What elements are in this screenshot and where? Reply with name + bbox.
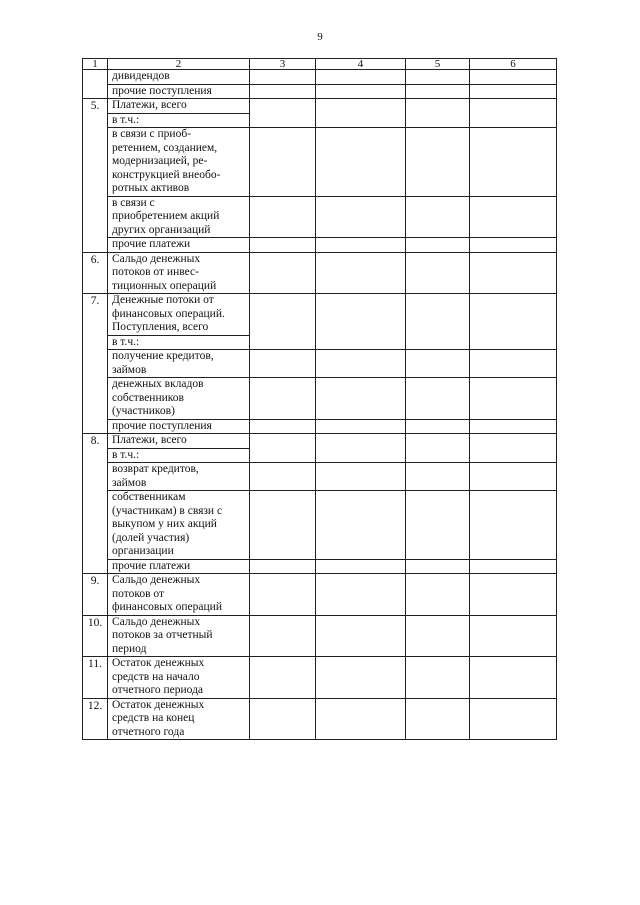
row-label: прочие платежи bbox=[108, 559, 250, 574]
value-cell[interactable] bbox=[250, 196, 316, 238]
header-cell: 2 bbox=[108, 59, 250, 70]
value-cell[interactable] bbox=[316, 698, 406, 740]
value-cell[interactable] bbox=[316, 615, 406, 657]
row-label: Денежные потоки от финансовых операций. Поступления, всего bbox=[108, 294, 250, 336]
value-cell[interactable] bbox=[316, 559, 406, 574]
table-row bbox=[83, 559, 557, 574]
table-row bbox=[83, 657, 557, 699]
value-cell[interactable] bbox=[250, 238, 316, 253]
value-cell[interactable] bbox=[470, 574, 557, 616]
value-cell[interactable] bbox=[316, 128, 406, 197]
value-cell[interactable] bbox=[316, 419, 406, 434]
value-cell[interactable] bbox=[470, 491, 557, 560]
row-number: 7. bbox=[83, 294, 108, 434]
value-cell[interactable] bbox=[250, 419, 316, 434]
value-cell[interactable] bbox=[406, 657, 470, 699]
value-cell[interactable] bbox=[406, 238, 470, 253]
value-cell[interactable] bbox=[470, 559, 557, 574]
value-cell[interactable] bbox=[406, 463, 470, 491]
value-cell[interactable] bbox=[406, 559, 470, 574]
table-row bbox=[83, 419, 557, 434]
row-label: Остаток денежных средств на конец отчетного года bbox=[108, 698, 250, 740]
value-cell[interactable] bbox=[470, 434, 557, 463]
row-number: 5. bbox=[83, 99, 108, 253]
row-number: 11. bbox=[83, 657, 108, 699]
value-cell[interactable] bbox=[406, 84, 470, 99]
table-row bbox=[83, 99, 557, 114]
row-label: Сальдо денежных потоков от финансовых операций bbox=[108, 574, 250, 616]
value-cell[interactable] bbox=[250, 463, 316, 491]
table-row bbox=[83, 196, 557, 238]
header-cell: 5 bbox=[406, 59, 470, 70]
value-cell[interactable] bbox=[406, 698, 470, 740]
header-cell: 6 bbox=[470, 59, 557, 70]
value-cell[interactable] bbox=[250, 252, 316, 294]
header-cell: 3 bbox=[250, 59, 316, 70]
value-cell[interactable] bbox=[250, 434, 316, 463]
table-row bbox=[83, 491, 557, 560]
value-cell[interactable] bbox=[470, 70, 557, 85]
value-cell[interactable] bbox=[316, 463, 406, 491]
value-cell[interactable] bbox=[470, 698, 557, 740]
value-cell[interactable] bbox=[470, 238, 557, 253]
value-cell[interactable] bbox=[406, 99, 470, 128]
row-label: получение кредитов, займов bbox=[108, 350, 250, 378]
table-row bbox=[83, 574, 557, 616]
value-cell[interactable] bbox=[406, 491, 470, 560]
table-row bbox=[83, 463, 557, 491]
row-label: прочие платежи bbox=[108, 238, 250, 253]
value-cell[interactable] bbox=[316, 294, 406, 350]
value-cell[interactable] bbox=[250, 574, 316, 616]
table-row bbox=[83, 70, 557, 85]
row-label: прочие поступления bbox=[108, 419, 250, 434]
table-row bbox=[83, 84, 557, 99]
value-cell[interactable] bbox=[316, 99, 406, 128]
value-cell[interactable] bbox=[316, 238, 406, 253]
value-cell[interactable] bbox=[250, 378, 316, 420]
row-label: прочие поступления bbox=[108, 84, 250, 99]
value-cell[interactable] bbox=[406, 434, 470, 463]
value-cell[interactable] bbox=[406, 252, 470, 294]
value-cell[interactable] bbox=[316, 378, 406, 420]
value-cell[interactable] bbox=[250, 70, 316, 85]
row-number bbox=[83, 70, 108, 99]
value-cell[interactable] bbox=[316, 196, 406, 238]
value-cell[interactable] bbox=[250, 84, 316, 99]
value-cell[interactable] bbox=[250, 615, 316, 657]
value-cell[interactable] bbox=[316, 70, 406, 85]
row-label: в т.ч.: bbox=[108, 335, 250, 350]
table-row bbox=[83, 128, 557, 197]
table-row bbox=[83, 294, 557, 336]
value-cell[interactable] bbox=[406, 196, 470, 238]
table-row bbox=[83, 238, 557, 253]
row-number: 12. bbox=[83, 698, 108, 740]
row-label: в т.ч.: bbox=[108, 448, 250, 463]
row-label: возврат кредитов, займов bbox=[108, 463, 250, 491]
row-label: Сальдо денежных потоков от инвес- тиционных операций bbox=[108, 252, 250, 294]
value-cell[interactable] bbox=[316, 350, 406, 378]
table-row bbox=[83, 350, 557, 378]
value-cell[interactable] bbox=[316, 574, 406, 616]
table-row bbox=[83, 615, 557, 657]
value-cell[interactable] bbox=[470, 419, 557, 434]
value-cell[interactable] bbox=[470, 657, 557, 699]
value-cell[interactable] bbox=[406, 419, 470, 434]
header-cell: 4 bbox=[316, 59, 406, 70]
value-cell[interactable] bbox=[406, 128, 470, 197]
row-label: Платежи, всего bbox=[108, 434, 250, 449]
row-label: собственникам (участникам) в связи с выкупом у них акций (долей участия) организации bbox=[108, 491, 250, 560]
value-cell[interactable] bbox=[470, 99, 557, 128]
row-number: 8. bbox=[83, 434, 108, 574]
value-cell[interactable] bbox=[250, 657, 316, 699]
table-row bbox=[83, 434, 557, 449]
value-cell[interactable] bbox=[250, 350, 316, 378]
value-cell[interactable] bbox=[316, 434, 406, 463]
row-number: 6. bbox=[83, 252, 108, 294]
table-row bbox=[83, 698, 557, 740]
row-label: в связи с приобретением акций других организаций bbox=[108, 196, 250, 238]
value-cell[interactable] bbox=[316, 657, 406, 699]
table-row bbox=[83, 378, 557, 420]
value-cell[interactable] bbox=[406, 378, 470, 420]
value-cell[interactable] bbox=[470, 128, 557, 197]
row-label: дивидендов bbox=[108, 70, 250, 85]
table-header-row bbox=[83, 59, 557, 70]
value-cell[interactable] bbox=[316, 491, 406, 560]
row-label: Сальдо денежных потоков за отчетный период bbox=[108, 615, 250, 657]
value-cell[interactable] bbox=[470, 378, 557, 420]
row-label: в связи с приоб- ретением, созданием, модернизацией, ре- конструкцией внеобо- ротных активов bbox=[108, 128, 250, 197]
value-cell[interactable] bbox=[470, 252, 557, 294]
value-cell[interactable] bbox=[250, 491, 316, 560]
row-label: денежных вкладов собственников (участников) bbox=[108, 378, 250, 420]
table-row bbox=[83, 252, 557, 294]
value-cell[interactable] bbox=[250, 294, 316, 350]
value-cell[interactable] bbox=[470, 196, 557, 238]
value-cell[interactable] bbox=[406, 294, 470, 350]
value-cell[interactable] bbox=[406, 70, 470, 85]
value-cell[interactable] bbox=[470, 84, 557, 99]
value-cell[interactable] bbox=[316, 252, 406, 294]
row-number: 10. bbox=[83, 615, 108, 657]
page-number: 9 bbox=[317, 31, 323, 43]
value-cell[interactable] bbox=[470, 463, 557, 491]
row-label: в т.ч.: bbox=[108, 113, 250, 128]
cash-flow-table bbox=[82, 58, 557, 740]
row-label: Остаток денежных средств на начало отчетного периода bbox=[108, 657, 250, 699]
value-cell[interactable] bbox=[250, 99, 316, 128]
value-cell[interactable] bbox=[470, 615, 557, 657]
value-cell[interactable] bbox=[250, 698, 316, 740]
value-cell[interactable] bbox=[470, 294, 557, 350]
value-cell[interactable] bbox=[250, 128, 316, 197]
value-cell[interactable] bbox=[406, 615, 470, 657]
value-cell[interactable] bbox=[406, 574, 470, 616]
header-cell: 1 bbox=[83, 59, 108, 70]
value-cell[interactable] bbox=[316, 84, 406, 99]
row-label: Платежи, всего bbox=[108, 99, 250, 114]
row-number: 9. bbox=[83, 574, 108, 616]
value-cell[interactable] bbox=[406, 350, 470, 378]
value-cell[interactable] bbox=[250, 559, 316, 574]
value-cell[interactable] bbox=[470, 350, 557, 378]
